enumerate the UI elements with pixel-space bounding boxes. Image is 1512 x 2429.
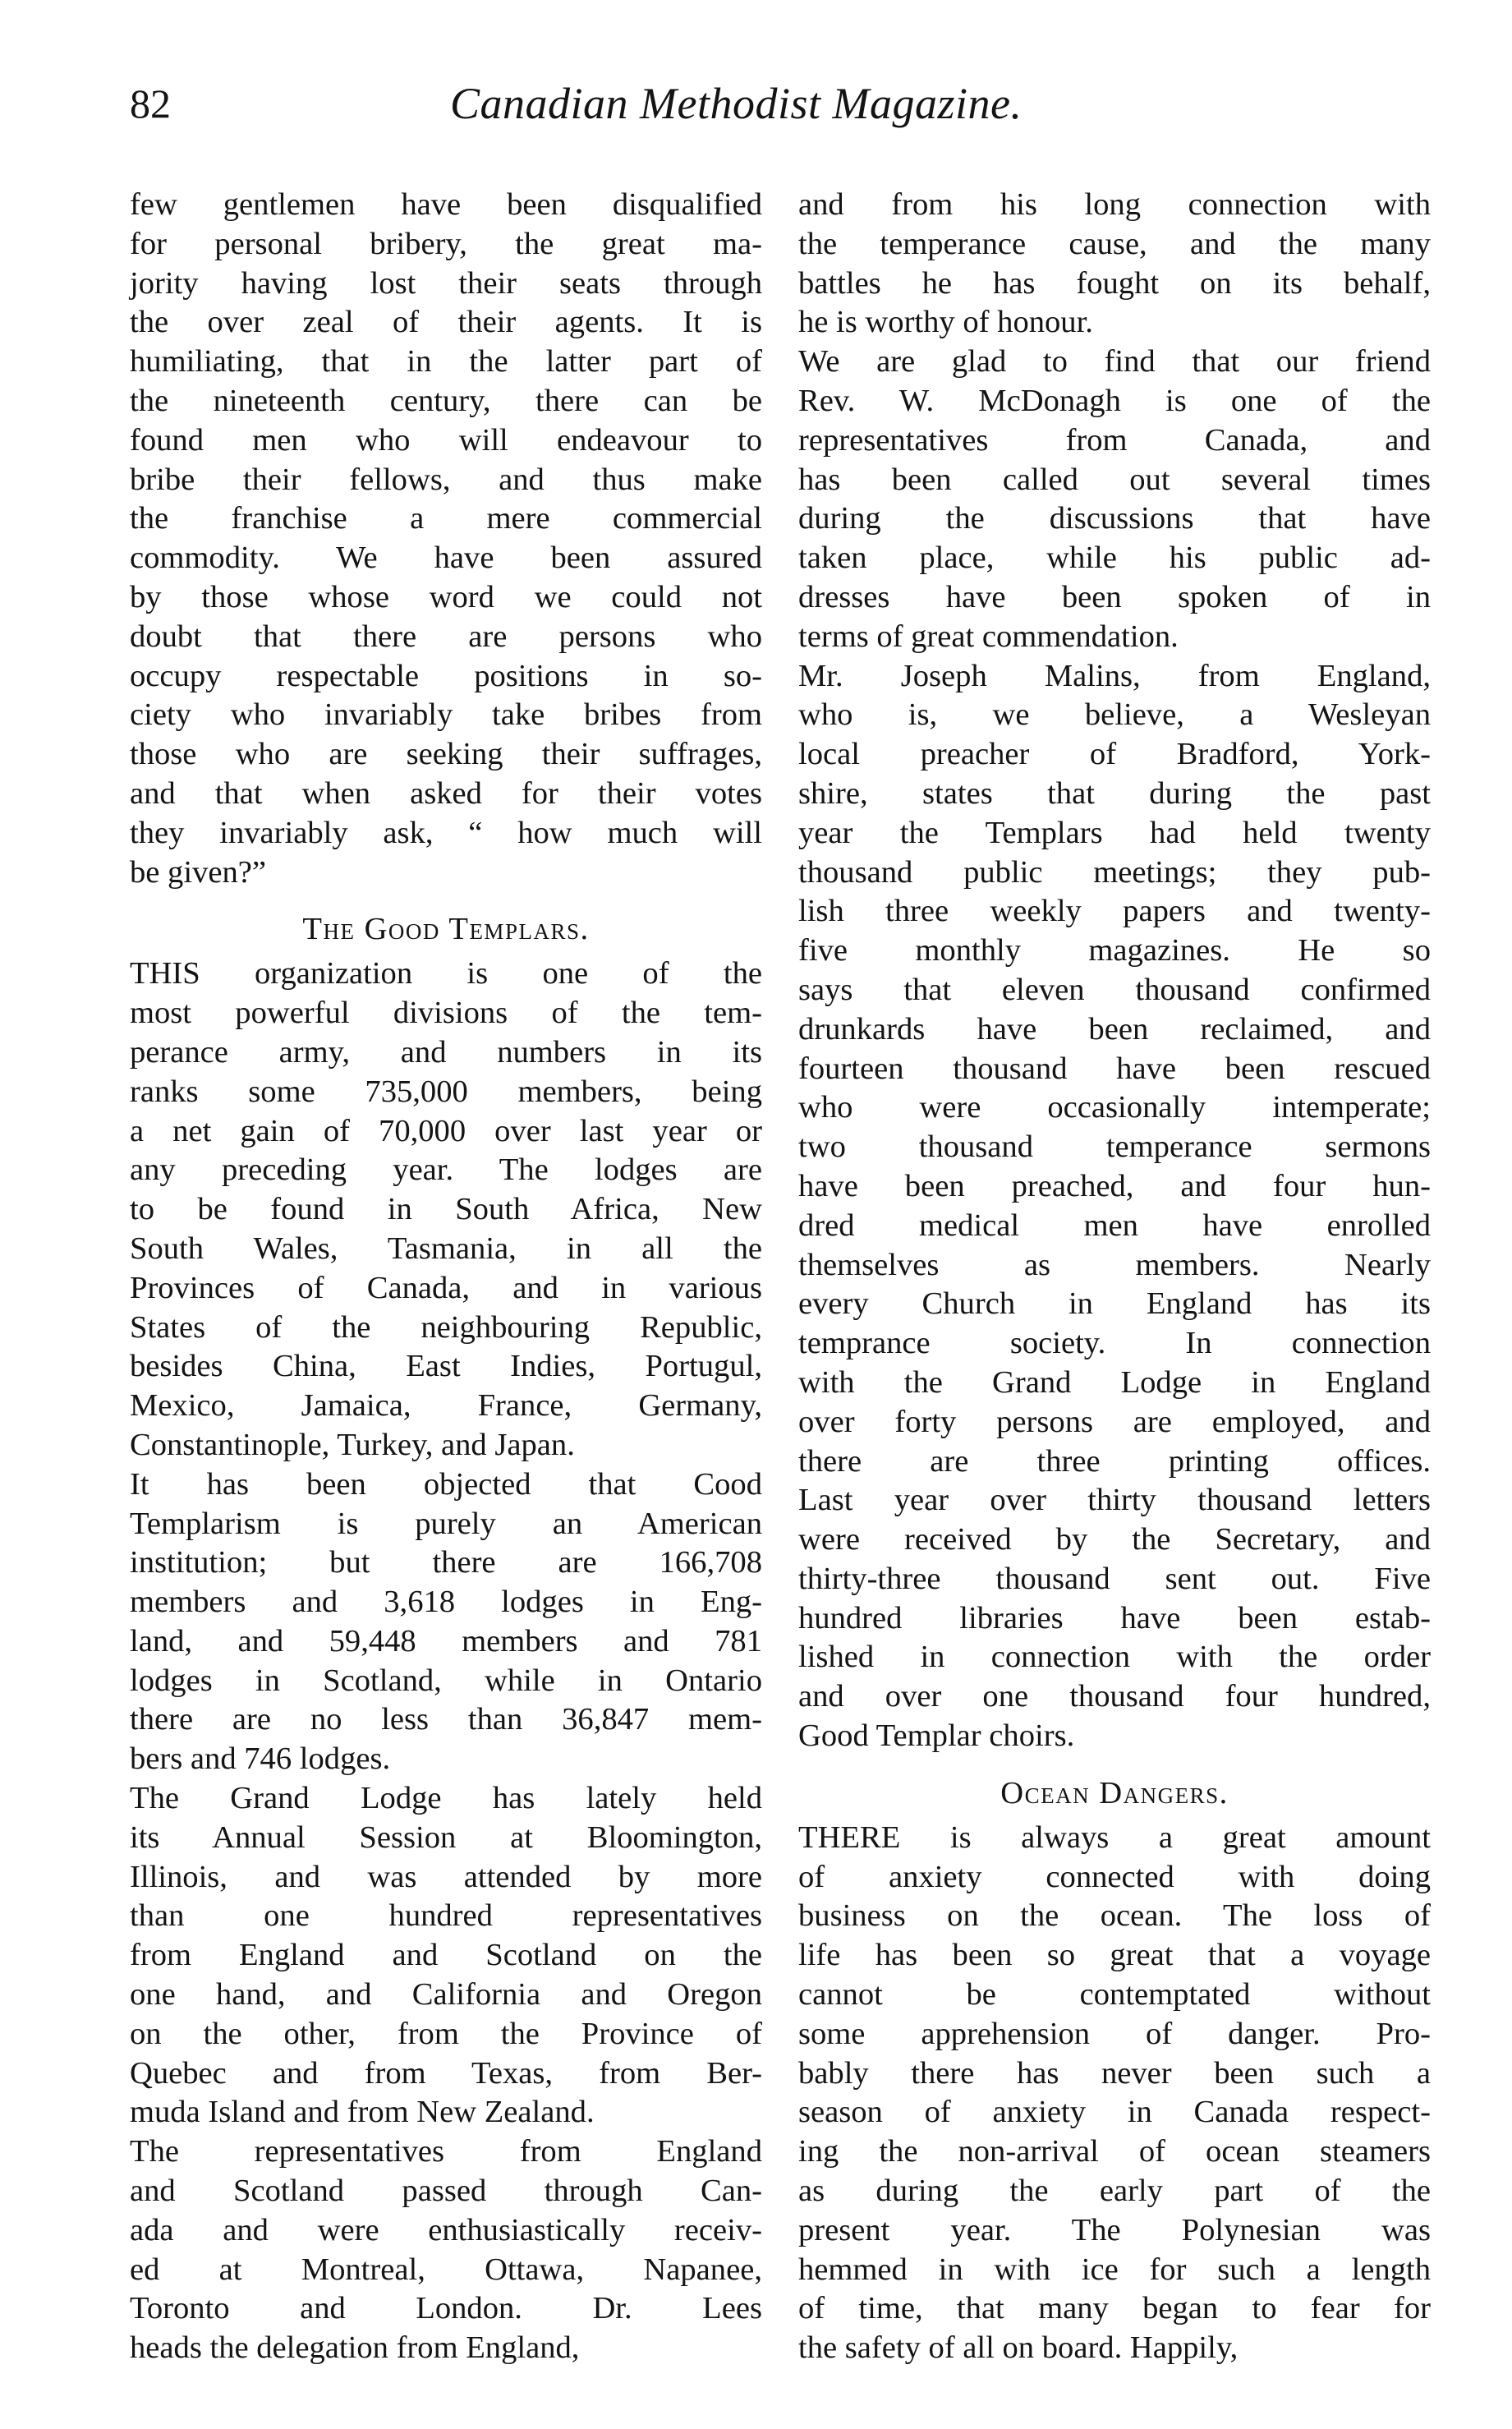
text-line: business on the ocean. The loss of [798, 1898, 1431, 1934]
text-line: heads the delegation from England, [130, 2330, 580, 2366]
text-line: Quebec and from Texas, from Ber- [130, 2055, 762, 2091]
text-line: dresses have been spoken of in [798, 579, 1431, 614]
text-line: themselves as members. Nearly [798, 1247, 1431, 1282]
text-line: and from his long connection with [798, 187, 1431, 222]
section-heading: The Good Templars. [302, 912, 590, 947]
text-line: the temperance cause, and the many [798, 226, 1431, 261]
text-line: than one hundred representatives [130, 1898, 762, 1934]
text-line: Toronto and London. Dr. Lees [130, 2291, 762, 2326]
text-line: ing the non-arrival of ocean steamers [798, 2134, 1431, 2169]
text-line: land, and 59,448 members and 781 [130, 1623, 762, 1658]
text-line: THIS organization is one of the [130, 956, 762, 991]
text-line: Rev. W. McDonagh is one of the [798, 383, 1431, 418]
text-line: ranks some 735,000 members, being [130, 1074, 762, 1109]
text-line: ciety who invariably take bribes from [130, 697, 762, 733]
text-line: those who are seeking their suffrages, [130, 737, 762, 772]
text-line: any preceding year. The lodges are [130, 1152, 762, 1188]
text-line: South Wales, Tasmania, in all the [130, 1231, 762, 1266]
text-line: humiliating, that in the latter part of [130, 344, 762, 380]
text-line: temprance society. In connection [798, 1326, 1431, 1361]
text-line: Constantinople, Turkey, and Japan. [130, 1427, 575, 1462]
text-line: with the Grand Lodge in England [798, 1364, 1431, 1400]
text-line: every Church in England has its [798, 1286, 1431, 1322]
text-line: Mr. Joseph Malins, from England, [798, 658, 1431, 693]
text-line: and Scotland passed through Can- [130, 2174, 762, 2209]
text-line: most powerful divisions of the tem- [130, 996, 762, 1031]
text-line: on the other, from the Province of [130, 2016, 762, 2051]
text-line: THERE is always a great amount [798, 1819, 1431, 1855]
text-line: some apprehension of danger. Pro- [798, 2016, 1431, 2051]
text-line: besides China, East Indies, Portugul, [130, 1349, 762, 1384]
text-line: has been called out several times [798, 462, 1431, 497]
text-line: few gentlemen have been disqualified [130, 187, 762, 222]
text-line: States of the neighbouring Republic, [130, 1309, 762, 1345]
text-line: have been preached, and four hun- [798, 1168, 1431, 1203]
text-line: occupy respectable positions in so- [130, 658, 762, 693]
right-column [798, 186, 1431, 2368]
text-line: of time, that many began to fear for [798, 2291, 1431, 2326]
text-line: its Annual Session at Bloomington, [130, 1819, 762, 1855]
text-line: It has been objected that Cood [130, 1466, 762, 1502]
text-line: Good Templar choirs. [798, 1718, 1075, 1754]
text-line: a net gain of 70,000 over last year or [130, 1113, 762, 1148]
text-line: and over one thousand four hundred, [798, 1679, 1431, 1714]
text-line: who is, we believe, a Wesleyan [798, 697, 1431, 733]
text-line: lish three weekly papers and twenty- [798, 894, 1431, 929]
text-line: over forty persons are employed, and [798, 1404, 1431, 1439]
text-line: ada and were enthusiastically receiv- [130, 2212, 762, 2247]
text-line: commodity. We have been assured [130, 541, 762, 576]
text-line: cannot be contemptated without [798, 1977, 1431, 2013]
left-column [130, 186, 762, 2368]
running-title: Canadian Methodist Magazine. [450, 79, 1023, 128]
text-line: shire, states that during the past [798, 775, 1431, 811]
text-line: as during the early part of the [798, 2174, 1431, 2209]
text-line: present year. The Polynesian was [798, 2212, 1431, 2247]
text-line: battles he has fought on its behalf, [798, 265, 1431, 301]
text-line: muda Island and from New Zealand. [130, 2095, 595, 2130]
text-line: The representatives from England [130, 2134, 762, 2169]
text-line: the safety of all on board. Happily, [798, 2330, 1239, 2366]
text-line: Templarism is purely an American [130, 1506, 762, 1541]
text-line: hemmed in with ice for such a length [798, 2252, 1431, 2287]
text-line: during the discussions that have [798, 501, 1431, 536]
text-line: thirty-three thousand sent out. Five [798, 1561, 1431, 1596]
text-line: they invariably ask, “ how much will [130, 815, 762, 850]
text-line: representatives from Canada, and [798, 422, 1431, 458]
text-line: drunkards have been reclaimed, and [798, 1011, 1431, 1047]
text-line: bribe their fellows, and thus make [130, 462, 762, 497]
text-line: lished in connection with the order [798, 1640, 1431, 1675]
text-line: the nineteenth century, there can be [130, 383, 762, 418]
page-number: 82 [130, 81, 171, 127]
text-line: were received by the Secretary, and [798, 1522, 1431, 1557]
text-line: bers and 746 lodges. [130, 1741, 391, 1777]
text-line: for personal bribery, the great ma- [130, 226, 762, 261]
text-line: one hand, and California and Oregon [130, 1977, 762, 2013]
text-line: The Grand Lodge has lately held [130, 1781, 762, 1816]
text-line: ed at Montreal, Ottawa, Napanee, [130, 2252, 762, 2287]
text-line: dred medical men have enrolled [798, 1208, 1431, 1243]
text-line: bably there has never been such a [798, 2055, 1431, 2091]
text-line: from England and Scotland on the [130, 1938, 762, 1973]
text-line: there are three printing offices. [798, 1443, 1431, 1479]
text-line: season of anxiety in Canada respect- [798, 2095, 1431, 2130]
text-line: who were occasionally intemperate; [798, 1090, 1431, 1125]
text-line: perance army, and numbers in its [130, 1034, 762, 1070]
text-line: be given?” [130, 854, 267, 890]
text-line: there are no less than 36,847 mem- [130, 1702, 762, 1737]
text-line: fourteen thousand have been rescued [798, 1051, 1431, 1086]
text-line: found men who will endeavour to [130, 422, 762, 458]
text-line: says that eleven thousand confirmed [798, 972, 1431, 1007]
text-line: Provinces of Canada, and in various [130, 1270, 762, 1305]
page-header [130, 79, 1140, 136]
text-line: Last year over thirty thousand letters [798, 1483, 1431, 1518]
text-line: life has been so great that a voyage [798, 1938, 1431, 1973]
text-line: thousand public meetings; they pub- [798, 854, 1431, 890]
text-line: lodges in Scotland, while in Ontario [130, 1663, 762, 1698]
text-line: taken place, while his public ad- [798, 541, 1431, 576]
text-line: Illinois, and was attended by more [130, 1859, 762, 1894]
text-line: and that when asked for their votes [130, 775, 762, 811]
text-line: he is worthy of honour. [798, 305, 1093, 340]
text-line: We are glad to find that our friend [798, 344, 1431, 380]
text-line: the over zeal of their agents. It is [130, 305, 762, 340]
text-line: by those whose word we could not [130, 579, 762, 614]
text-line: Mexico, Jamaica, France, Germany, [130, 1388, 762, 1424]
text-line: local preacher of Bradford, York- [798, 737, 1431, 772]
text-line: the franchise a mere commercial [130, 501, 762, 536]
text-line: hundred libraries have been estab- [798, 1600, 1431, 1635]
text-line: members and 3,618 lodges in Eng- [130, 1585, 762, 1620]
text-line: of anxiety connected with doing [798, 1859, 1431, 1894]
text-line: five monthly magazines. He so [798, 933, 1431, 968]
text-line: two thousand temperance sermons [798, 1129, 1431, 1165]
section-heading: Ocean Dangers. [1000, 1775, 1229, 1810]
text-line: institution; but there are 166,708 [130, 1545, 762, 1580]
text-line: terms of great commendation. [798, 619, 1179, 654]
text-line: jority having lost their seats through [130, 265, 762, 301]
text-line: to be found in South Africa, New [130, 1192, 762, 1227]
text-line: doubt that there are persons who [130, 619, 762, 654]
text-line: year the Templars had held twenty [798, 815, 1431, 850]
